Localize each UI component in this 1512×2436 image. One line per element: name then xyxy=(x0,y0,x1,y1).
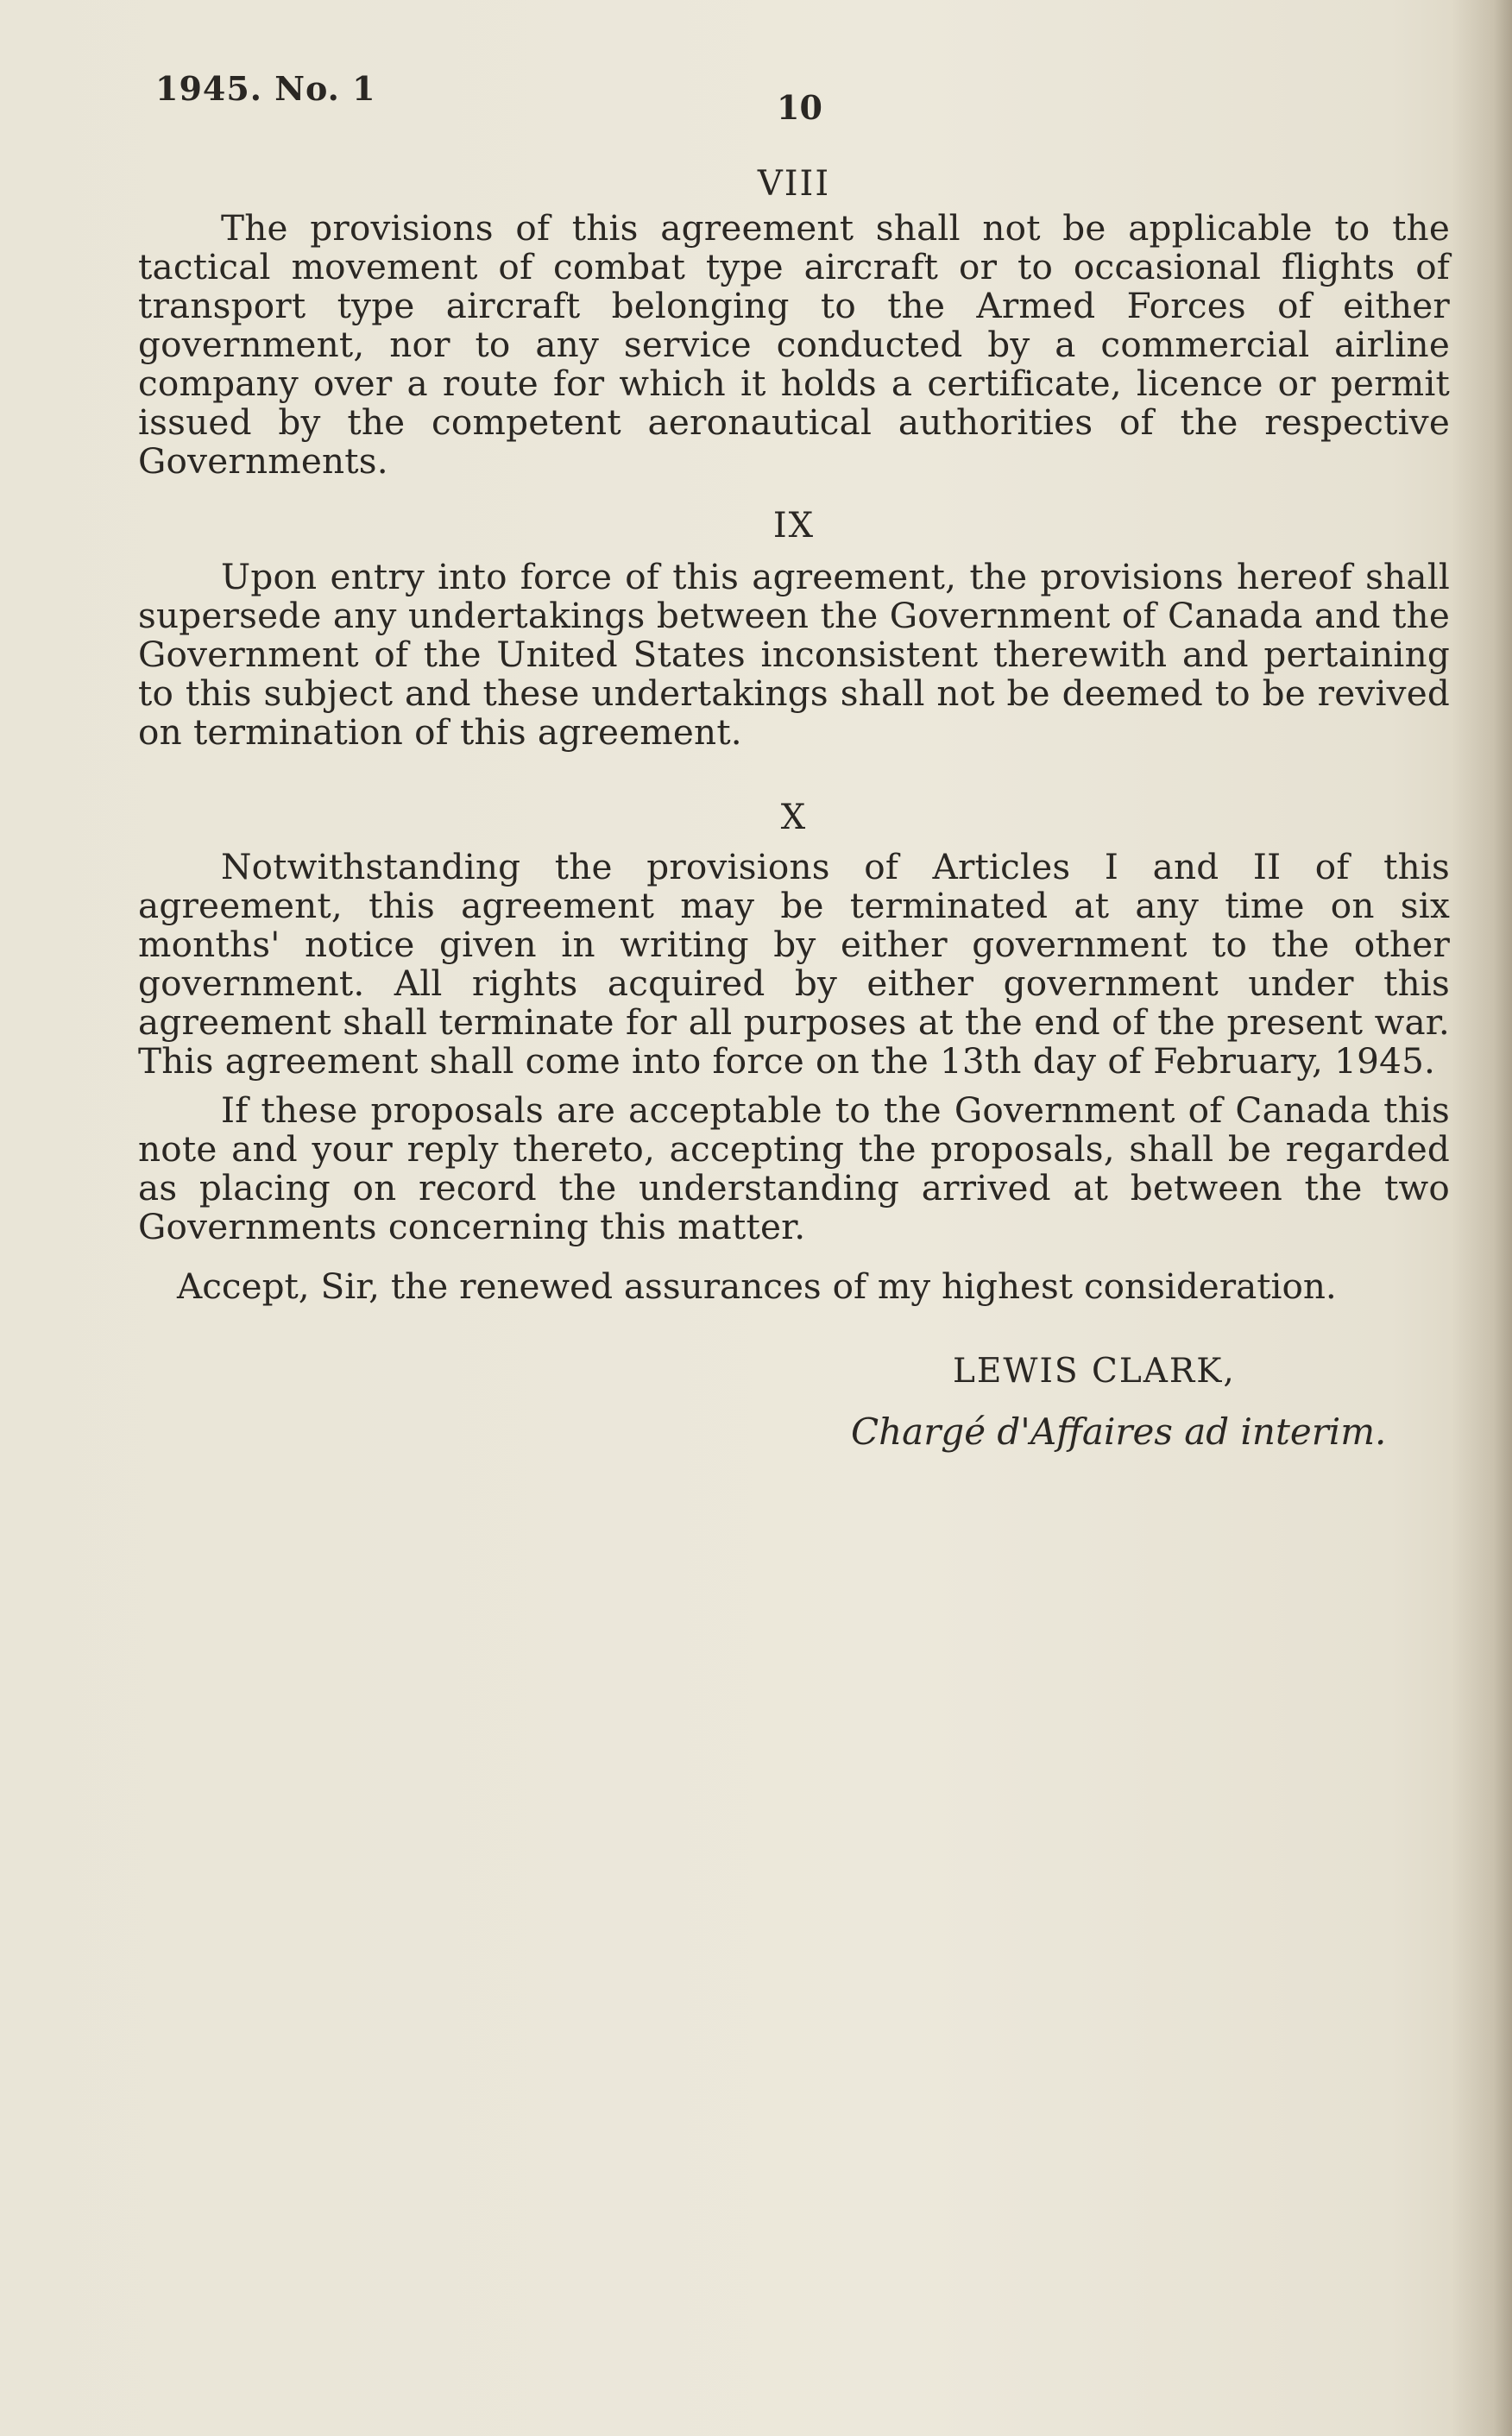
section-viii-paragraph: The provisions of this agreement shall not be applicable to the tactical movement of combat type aircraft or to occasional flights of transport type aircraft belonging to the Armed Forces of either government, nor to any service conducted by a commercial airline company over a route for which it holds a certificate, licence or permit issued by the competent aeronautical authorities of the respective Governments. xyxy=(138,207,1450,482)
signatory-title: Chargé d'Affaires ad interim. xyxy=(851,1410,1387,1453)
signatory-name: LEWIS CLARK, xyxy=(953,1352,1236,1391)
page-edge-shadow xyxy=(1452,0,1512,2436)
section-ix-paragraph: Upon entry into force of this agreement, the provisions hereof shall supersede any undertakings between the Government of Canada and the Government of the United States inconsistent therewith and pertaining to this subject and these undertakings shall not be deemed to be revived on termination of this agreement. xyxy=(138,556,1450,753)
section-heading-viii: VIII xyxy=(757,164,831,204)
closing-line: Accept, Sir, the renewed assurances of my highest consideration. xyxy=(177,1265,1337,1307)
section-x-paragraph-2: If these proposals are acceptable to the Government of Canada this note and your reply thereto, accepting the proposals, shall be regarded as placing on record the understanding arrived at between the two Governments concerning this matter. xyxy=(138,1089,1450,1247)
document-reference: 1945. No. 1 xyxy=(155,69,376,108)
section-x-paragraph-1: Notwithstanding the provisions of Articles I and II of this agreement, this agreement may be terminated at any time on six months' notice given in writing by either government to the other government. All rights acquired by either government under this agreement shall terminate for all purposes at the end of the present war. This agreement shall come into force on the 13th day of February, 1945. xyxy=(138,846,1450,1082)
page-number: 10 xyxy=(777,88,822,127)
section-heading-ix: IX xyxy=(772,506,816,546)
section-heading-x: X xyxy=(780,798,808,837)
